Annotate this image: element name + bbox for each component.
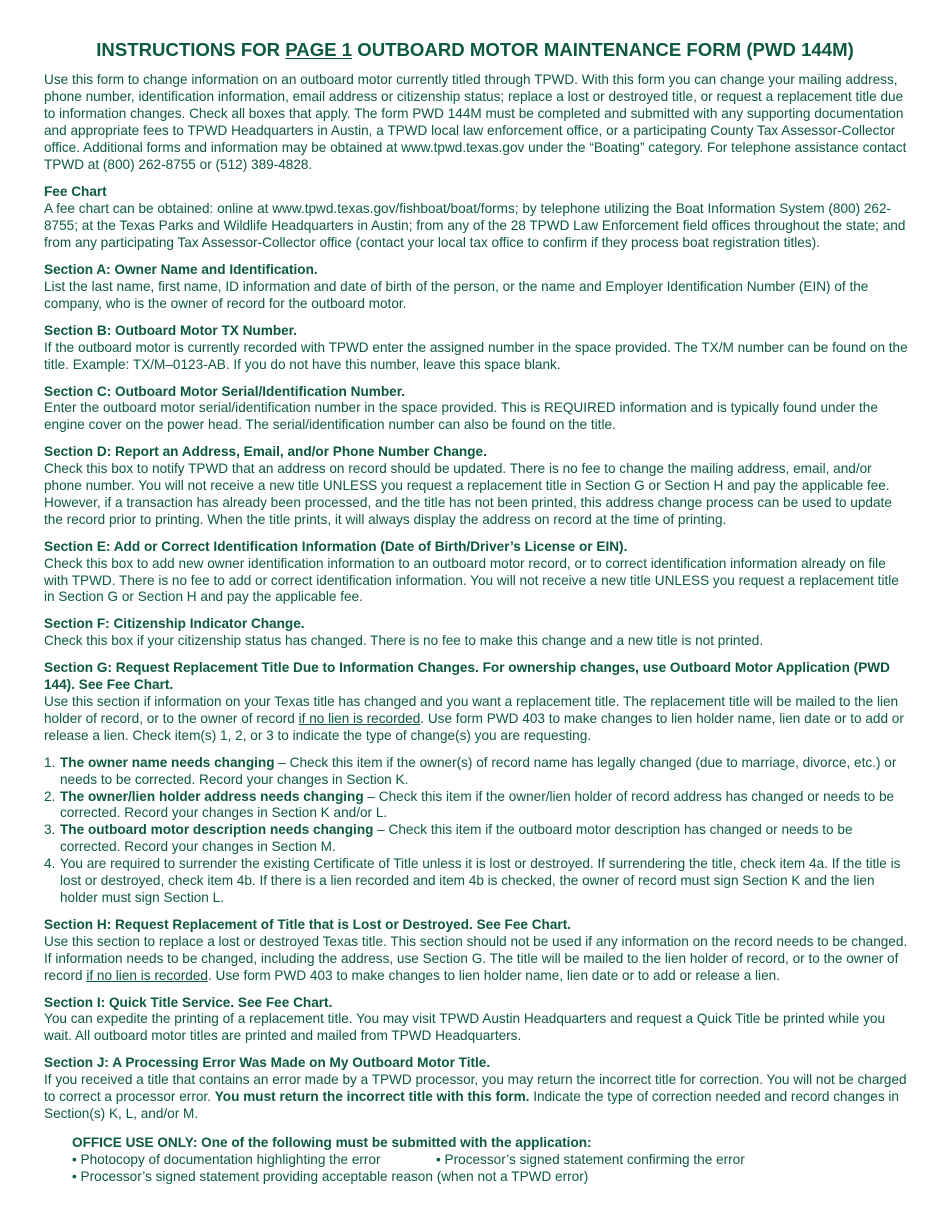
section-body: A fee chart can be obtained: online at www.tpwd.texas.gov/fishboat/boat/forms; by telephone utilizing the Boat Information System (800) 262-8755; at the Texas Parks and Wildlife Headquarters in Austin; from any of the 28 TPWD Law Enforcement field offices throughout the state; and from any participating Tax Assessor-Collector office (contact your local tax office to confirm if they process boat registration titles). <box>44 201 906 251</box>
section-body-text: Use this section if information on your Texas title has changed and you want a replacement title. The replacement title will be mailed to the lien holder of record, or to the owner of record <box>44 694 899 726</box>
section-body: Check this box to add new owner identification information to an outboard motor record, or to correct identification information already on file with TPWD. There is no fee to add or correct identification information. You will not receive a new title UNLESS you request a replacement title in Section G or Section H and pay the applicable fee. <box>44 555 899 605</box>
title-prefix: INSTRUCTIONS FOR <box>96 39 286 60</box>
section-body <box>44 1072 910 1123</box>
office-use-row <box>72 1152 910 1169</box>
office-use-heading: OFFICE USE ONLY: One of the following must be submitted with the application: <box>72 1134 592 1150</box>
section-h <box>44 917 910 985</box>
section-e <box>44 539 910 607</box>
office-use-block <box>72 1135 910 1186</box>
section-heading: Section J: A Processing Error Was Made on My Outboard Motor Title. <box>44 1055 491 1071</box>
no-lien-underlined: if no lien is recorded <box>298 710 421 726</box>
section-j <box>44 1055 910 1123</box>
list-item <box>44 856 910 907</box>
title-page-ref: PAGE 1 <box>285 39 353 60</box>
section-c <box>44 384 910 435</box>
section-body: If the outboard motor is currently recorded with TPWD enter the assigned number in the space provided. The TX/M number can be found on the title. Example: TX/M–0123-AB. If you do not have this number, leave this space blank. <box>44 339 908 372</box>
section-heading: Section B: Outboard Motor TX Number. <box>44 322 297 338</box>
section-body: Check this box if your citizenship status has changed. There is no fee to make this change and a new title is not printed. <box>44 633 764 649</box>
section-heading: Section D: Report an Address, Email, and/or Phone Number Change. <box>44 444 487 460</box>
section-body: Enter the outboard motor serial/identification number in the space provided. This is REQUIRED information and is typically found under the engine cover on the power head. The serial/identification number can also be found on the title. <box>44 400 878 433</box>
instructions-body <box>44 72 910 1186</box>
section-body-text: . Use form PWD 403 to make changes to lien holder name, lien date or to add or release a lien. Check item(s) 1, 2, or 3 to indicate the type of change(s) you are requesting. <box>44 710 904 743</box>
item-text: – Check this item if the owner/lien holder of record address has changed or needs to be corrected. Record your changes in Section K and/or L. <box>60 788 895 821</box>
item-number: 3. <box>44 822 56 838</box>
section-heading: Section C: Outboard Motor Serial/Identification Number. <box>44 383 406 399</box>
section-body-text: Indicate the type of correction needed and record changes in Section(s) K, L, and/or M. <box>44 1089 899 1121</box>
list-item <box>44 755 910 789</box>
item-lead: The owner/lien holder address needs changing <box>60 788 364 804</box>
office-use-bullet: • Photocopy of documentation highlighting the error <box>72 1151 381 1167</box>
item-text: – Check this item if the outboard motor description has changed or needs to be corrected. Record your changes in Section M. <box>60 822 853 855</box>
section-a <box>44 262 910 313</box>
section-g <box>44 660 910 907</box>
section-b <box>44 323 910 374</box>
list-item <box>44 822 910 856</box>
page-title <box>0 38 950 62</box>
item-lead: The outboard motor description needs changing <box>60 822 374 838</box>
return-title-notice: You must return the incorrect title with this form. <box>214 1089 530 1105</box>
title-suffix: OUTBOARD MOTOR MAINTENANCE FORM (PWD 144M) <box>352 39 854 60</box>
section-body <box>44 934 910 985</box>
item-text: – Check this item if the owner(s) of record name has legally changed (due to marriage, divorce, etc.) or needs to be corrected. Record your changes in Section K. <box>60 754 897 787</box>
section-body: List the last name, first name, ID information and date of birth of the person, or the name and Employer Identification Number (EIN) of the company, who is the owner of record for the outboard motor. <box>44 278 869 311</box>
no-lien-underlined: if no lien is recorded <box>86 967 208 983</box>
section-i <box>44 995 910 1046</box>
section-body: You can expedite the printing of a replacement title. You may visit TPWD Austin Headquarters and request a Quick Title be printed while you wait. All outboard motor titles are printed and mailed from TPWD Headquarters. <box>44 1011 886 1044</box>
section-body-text: If you received a title that contains an error made by a TPWD processor, you may return the incorrect title for correction. You will not be charged to correct a processor error. <box>44 1072 907 1105</box>
item-number: 4. <box>44 856 56 872</box>
change-items-list <box>44 755 910 907</box>
section-heading: Section A: Owner Name and Identification. <box>44 262 318 278</box>
section-body-text: Use this section to replace a lost or destroyed Texas title. This section should not be used if any information on the record needs to be changed. If information needs to be changed, including the address, use Section G. The title will be mailed to the lien holder of record, or to the owner of record <box>44 933 908 983</box>
list-item <box>44 789 910 823</box>
section-heading: Section F: Citizenship Indicator Change. <box>44 616 305 632</box>
section-heading: Section I: Quick Title Service. See Fee Chart. <box>44 994 333 1010</box>
section-body: Check this box to notify TPWD that an address on record should be updated. There is no fee to change the mailing address, email, and/or phone number. You will not receive a new title UNLESS you request a replacement title in Section G or Section H and pay the applicable fee. However, if a transaction has already been processed, and the title has not been printed, this address change process can be used to update the record prior to printing. When the title prints, it will always display the address on record at the time of printing. <box>44 461 892 527</box>
section-body-text: . Use form PWD 403 to make changes to lien holder name, lien date or to add or release a lien. <box>207 967 780 983</box>
section-f <box>44 616 910 650</box>
item-number: 2. <box>44 788 56 804</box>
section-heading: Section E: Add or Correct Identification Information (Date of Birth/Driver’s License or EIN). <box>44 538 628 554</box>
intro-paragraph: Use this form to change information on an outboard motor currently titled through TPWD. With this form you can change your mailing address, phone number, identification information, email address or citizenship status; replace a lost or destroyed title, or request a replacement title due to information changes. Check all boxes that apply. The form PWD 144M must be completed and submitted with any supporting documentation and appropriate fees to TPWD Headquarters in Austin, a TPWD local law enforcement office, or a participating County Tax Assessor-Collector office. Additional forms and information may be obtained at www.tpwd.texas.gov under the “Boating” category. For telephone assistance contact TPWD at (800) 262-8755 or (512) 389-4828. <box>44 72 907 172</box>
section-d <box>44 444 910 529</box>
office-use-bullet: • Processor’s signed statement providing acceptable reason (when not a TPWD error) <box>72 1168 589 1184</box>
item-lead: The owner name needs changing <box>60 754 275 770</box>
item-number: 1. <box>44 754 56 770</box>
item-text: You are required to surrender the existing Certificate of Title unless it is lost or destroyed. If surrendering the title, check item 4a. If the title is lost or destroyed, check item 4b. If there is a lien recorded and item 4b is checked, the owner of record must sign Section K and the lien holder must sign Section L. <box>60 856 901 905</box>
office-use-bullet: • Processor’s signed statement confirming the error <box>436 1151 745 1167</box>
section-body <box>44 694 910 745</box>
section-heading: Section H: Request Replacement of Title that is Lost or Destroyed. See Fee Chart. <box>44 916 572 932</box>
fee-chart-section <box>44 184 910 252</box>
section-heading: Fee Chart <box>44 184 107 200</box>
section-heading: Section G: Request Replacement Title Due to Information Changes. For ownership changes, use Outboard Motor Application (PWD 144). See Fee Chart. <box>44 660 890 693</box>
